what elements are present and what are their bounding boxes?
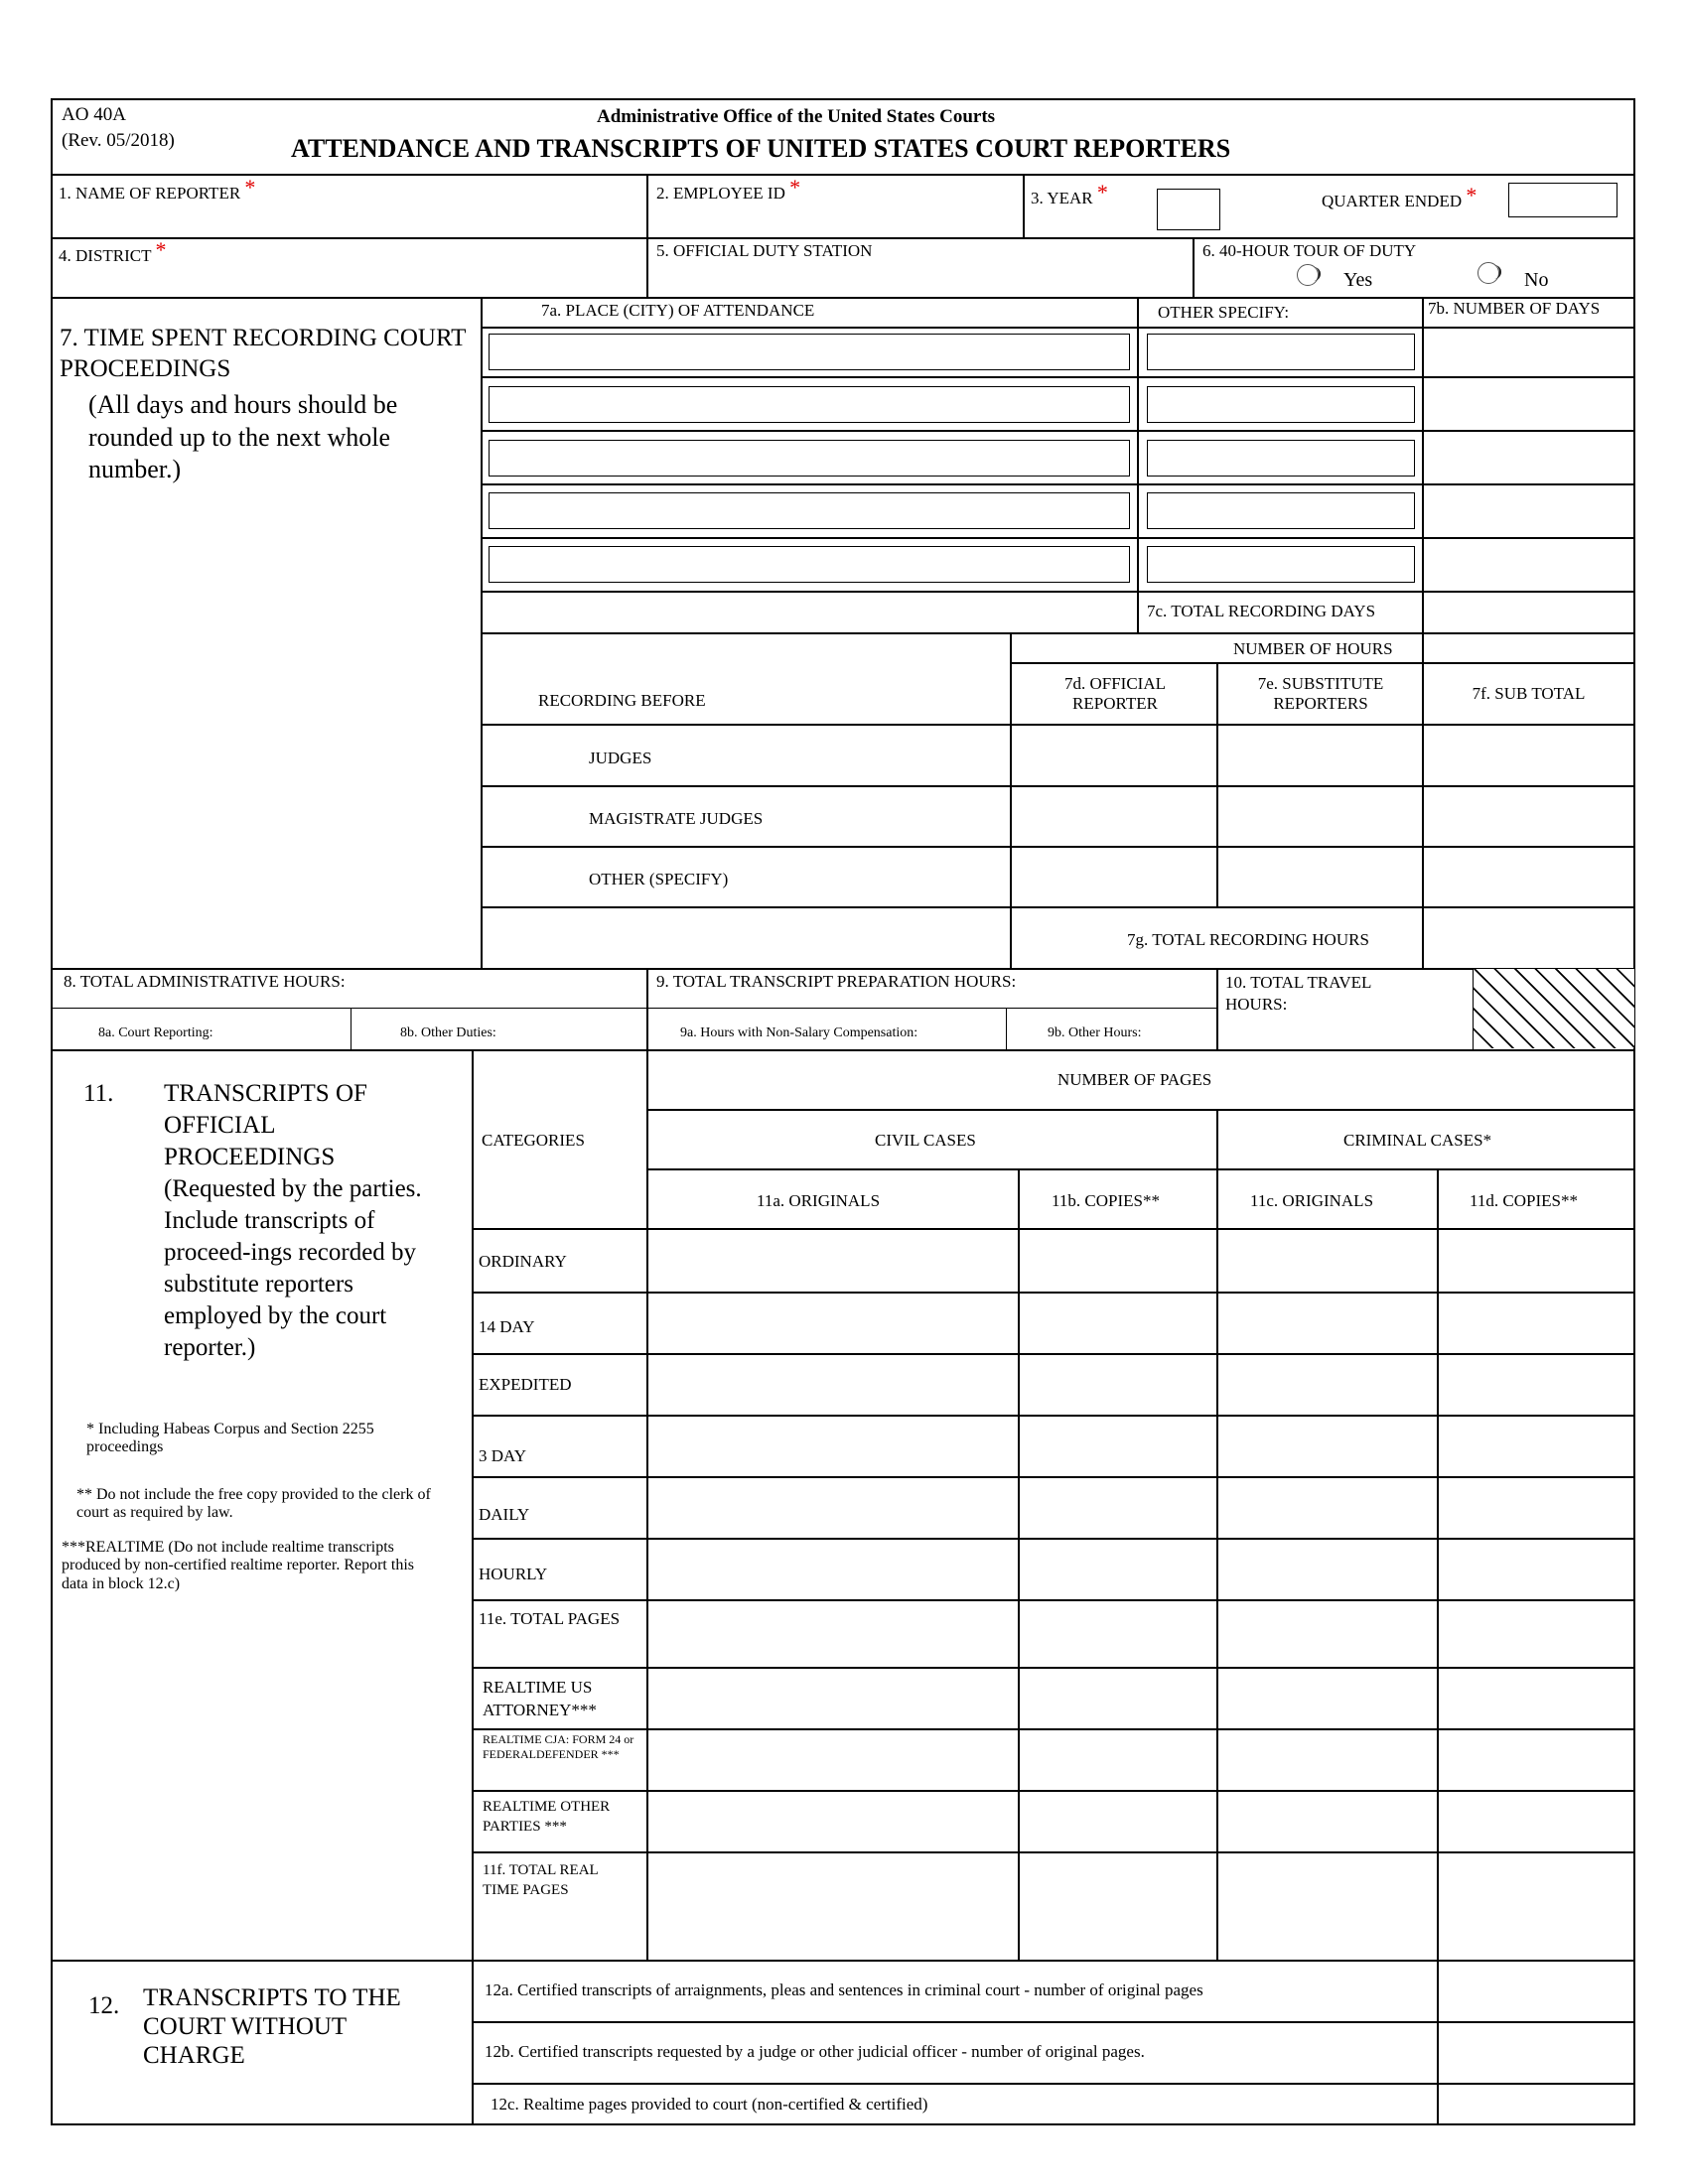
magistrate-subtotal-cell[interactable] [1425, 787, 1633, 845]
place-input-1[interactable] [489, 334, 1130, 370]
habeas-note: * Including Habeas Corpus and Section 2255 proceedings [86, 1421, 374, 1456]
place-input-5[interactable] [489, 546, 1130, 583]
number-of-pages-label: NUMBER OF PAGES [1057, 1070, 1212, 1089]
number-of-hours-label: NUMBER OF HOURS [1233, 639, 1393, 658]
other-specify-input-2[interactable] [1147, 386, 1415, 423]
ordinary-label: ORDINARY [479, 1252, 567, 1271]
district-label: 4. DISTRICT * [59, 237, 167, 265]
total-pages-label: 11e. TOTAL PAGES [479, 1609, 621, 1628]
other-duties-label: 8b. Other Duties: [400, 1025, 496, 1040]
year-label: 3. YEAR * [1031, 180, 1108, 207]
court-reporter-form [51, 98, 1635, 2125]
total-hours-cell[interactable] [1425, 908, 1633, 966]
reporter-name-input[interactable] [57, 202, 690, 233]
line-12a-label: 12a. Certified transcripts of arraignments, pleas and sentences in criminal court - number of original pages [485, 1980, 1203, 1999]
other-specify-label: OTHER SPECIFY: [1158, 303, 1290, 322]
other-substitute-cell[interactable] [1219, 848, 1421, 904]
3-day-label: 3 DAY [479, 1446, 527, 1465]
non-salary-hours-label: 9a. Hours with Non-Salary Compensation: [680, 1025, 918, 1040]
travel-hours-label: 10. TOTAL TRAVEL HOURS: [1225, 973, 1371, 1015]
civil-originals-label: 11a. ORIGINALS [757, 1191, 881, 1210]
expedited-label: EXPEDITED [479, 1375, 572, 1394]
quarter-ended-label: QUARTER ENDED * [1322, 183, 1477, 210]
section12-title: TRANSCRIPTS TO THE COURT WITHOUT CHARGE [143, 1984, 401, 2069]
realtime-us-attorney-label: REALTIME US ATTORNEY*** [483, 1678, 597, 1719]
total-realtime-pages-label: 11f. TOTAL REAL TIME PAGES [483, 1862, 599, 1898]
magistrate-official-cell[interactable] [1013, 787, 1215, 845]
categories-label: CATEGORIES [482, 1131, 585, 1150]
place-label: 7a. PLACE (CITY) OF ATTENDANCE [541, 301, 815, 320]
judges-official-cell[interactable] [1013, 726, 1215, 783]
section11-title: TRANSCRIPTS OF OFFICIAL PROCEEDINGS (Requested by the parties. Include transcripts of proceed-ings recorded by substitute reporters employed by the court reporter.) [164, 1080, 422, 1361]
total-days-cell[interactable] [1425, 593, 1633, 630]
other-specify-input-1[interactable] [1147, 334, 1415, 370]
realtime-cja-label: REALTIME CJA: FORM 24 or FEDERALDEFENDER *** [483, 1732, 634, 1761]
frame-left [51, 98, 53, 2125]
judges-substitute-cell[interactable] [1219, 726, 1421, 783]
employee-id-input[interactable] [652, 202, 1010, 233]
line-12b-cell[interactable] [1439, 2023, 1633, 2081]
14-day-label: 14 DAY [479, 1317, 535, 1336]
reporter-name-label: 1. NAME OF REPORTER * [59, 175, 256, 203]
other-specify-input-5[interactable] [1147, 546, 1415, 583]
court-reporting-label: 8a. Court Reporting: [98, 1025, 213, 1040]
frame-bottom [51, 2123, 1635, 2125]
travel-hours-shaded-cell [1474, 969, 1634, 1048]
tour-no-radio[interactable] [1477, 262, 1499, 284]
form-number: AO 40A [62, 104, 126, 125]
other-specify-row-label: OTHER (SPECIFY) [589, 870, 729, 888]
tour-no-label: No [1524, 269, 1549, 291]
place-input-3[interactable] [489, 440, 1130, 477]
judges-label: JUDGES [589, 749, 652, 767]
line-12c-label: 12c. Realtime pages provided to court (non-certified & certified) [491, 2095, 928, 2114]
days-cell-4[interactable] [1425, 485, 1633, 535]
line-12b-label: 12b. Certified transcripts requested by a judge or other judicial officer - number of original pages. [485, 2042, 1145, 2061]
criminal-originals-label: 11c. ORIGINALS [1250, 1191, 1374, 1210]
total-days-label: 7c. TOTAL RECORDING DAYS [1147, 602, 1376, 620]
substitute-reporters-label: 7e. SUBSTITUTE REPORTERS [1257, 674, 1384, 713]
place-input-4[interactable] [489, 492, 1130, 529]
district-input[interactable] [57, 263, 642, 293]
section11-number: 11. [83, 1080, 114, 1107]
court-reporting-input[interactable] [249, 1012, 349, 1045]
tour-yes-label: Yes [1343, 269, 1373, 291]
year-input[interactable] [1157, 189, 1220, 230]
days-cell-2[interactable] [1425, 378, 1633, 428]
magistrate-judges-label: MAGISTRATE JUDGES [589, 809, 764, 828]
line-12c-cell[interactable] [1439, 2085, 1633, 2122]
realtime-note: ***REALTIME (Do not include realtime transcripts produced by non-certified realtime reporter. Report this data in block 12.c) [62, 1539, 414, 1592]
form-revision: (Rev. 05/2018) [62, 130, 175, 151]
other-subtotal-cell[interactable] [1425, 848, 1633, 904]
duty-station-label: 5. OFFICIAL DUTY STATION [656, 241, 873, 260]
criminal-cases-label: CRIMINAL CASES* [1343, 1131, 1492, 1150]
total-hours-label: 7g. TOTAL RECORDING HOURS [1127, 930, 1369, 949]
line-12a-cell[interactable] [1439, 1962, 1633, 2019]
days-cell-3[interactable] [1425, 432, 1633, 481]
transcript-hours-label: 9. TOTAL TRANSCRIPT PREPARATION HOURS: [656, 972, 1017, 991]
civil-copies-label: 11b. COPIES** [1052, 1191, 1160, 1210]
criminal-copies-label: 11d. COPIES** [1470, 1191, 1578, 1210]
form-title: ATTENDANCE AND TRANSCRIPTS OF UNITED STATES COURT REPORTERS [291, 134, 1231, 163]
daily-label: DAILY [479, 1505, 530, 1524]
duty-station-input[interactable] [652, 263, 1189, 293]
section7-note: (All days and hours should be rounded up to the next whole number.) [88, 390, 398, 483]
days-cell-5[interactable] [1425, 539, 1633, 589]
place-input-2[interactable] [489, 386, 1130, 423]
recording-before-label: RECORDING BEFORE [538, 691, 706, 710]
section12-number: 12. [88, 1992, 120, 2019]
free-copy-note: ** Do not include the free copy provided to the clerk of court as required by law. [76, 1486, 431, 1522]
days-label: 7b. NUMBER OF DAYS [1428, 299, 1601, 318]
admin-hours-label: 8. TOTAL ADMINISTRATIVE HOURS: [64, 972, 346, 991]
official-reporter-label: 7d. OFFICIAL REPORTER [1063, 674, 1166, 713]
quarter-ended-input[interactable] [1508, 183, 1618, 217]
other-specify-input-3[interactable] [1147, 440, 1415, 477]
hourly-label: HOURLY [479, 1565, 548, 1583]
other-hours-label: 9b. Other Hours: [1048, 1025, 1142, 1040]
frame-top [51, 98, 1635, 100]
sub-total-label: 7f. SUB TOTAL [1472, 684, 1586, 703]
judges-subtotal-cell[interactable] [1425, 726, 1633, 783]
other-specify-input-4[interactable] [1147, 492, 1415, 529]
realtime-other-parties-label: REALTIME OTHER PARTIES *** [483, 1799, 611, 1835]
other-official-cell[interactable] [1013, 848, 1215, 904]
other-duties-input[interactable] [507, 1012, 642, 1045]
agency-name: Administrative Office of the United States Courts [597, 106, 996, 127]
section7-title: 7. TIME SPENT RECORDING COURT PROCEEDINGS [60, 325, 466, 383]
days-cell-1[interactable] [1425, 329, 1633, 376]
tour-of-duty-label: 6. 40-HOUR TOUR OF DUTY [1202, 241, 1417, 260]
frame-right [1633, 98, 1635, 2125]
employee-id-label: 2. EMPLOYEE ID * [656, 175, 801, 203]
civil-cases-label: CIVIL CASES [875, 1131, 976, 1150]
magistrate-substitute-cell[interactable] [1219, 787, 1421, 845]
tour-yes-radio[interactable] [1297, 264, 1319, 286]
